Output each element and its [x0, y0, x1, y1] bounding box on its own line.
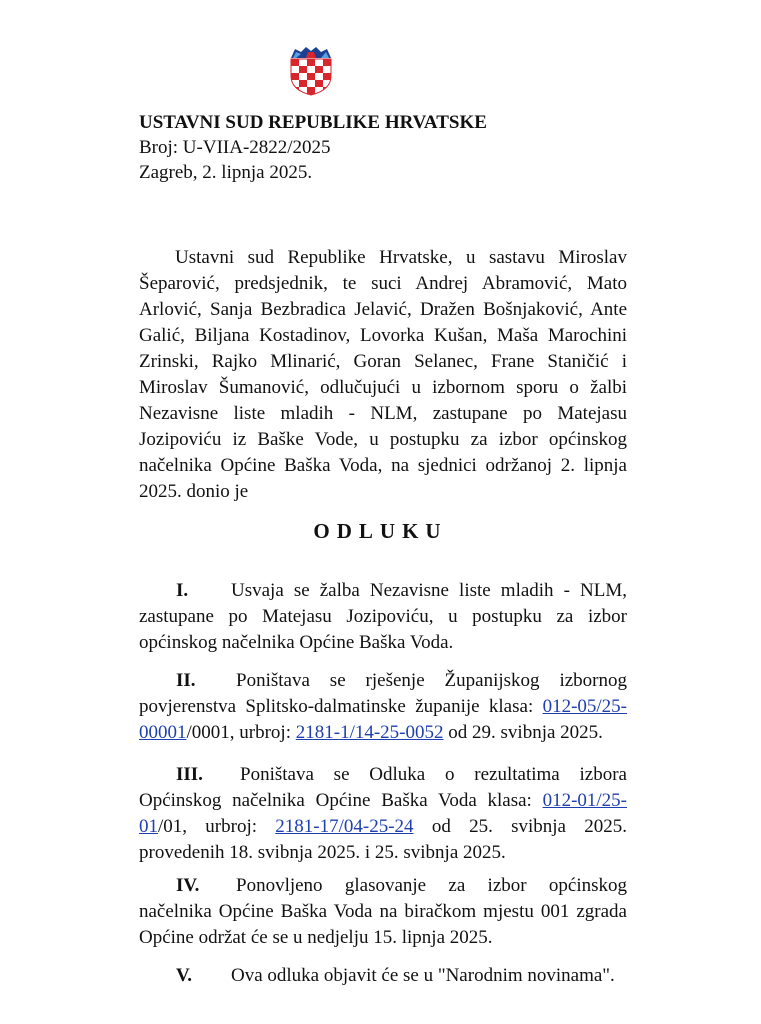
klasa-link[interactable]: 012-01/25-01: [139, 790, 627, 837]
decision-item-ii: [139, 668, 627, 746]
item-text: Usvaja se žalba Nezavisne liste mladih - NLM, zastupane po Matejasu Jozipoviću, u postupku za izbor općinskog načelnika Općine Baška Voda.: [139, 580, 627, 653]
item-number: III.: [176, 764, 203, 785]
croatian-coat-of-arms-icon: [288, 46, 334, 96]
document-header: [139, 110, 487, 185]
item-text: Ponovljeno glasovanje za izbor općinskog načelnika Općine Baška Voda na biračkom mjestu 001 zgrada Općine održat će se u nedjelju 15. lipnja 2025.: [139, 875, 627, 948]
item-text: /01, urbroj:: [158, 816, 276, 837]
item-text: Poništava se Odluka o rezultatima izbora Općinskog načelnika Općine Baška Voda klasa:: [139, 764, 627, 811]
item-number: V.: [176, 965, 193, 986]
court-name: USTAVNI SUD REPUBLIKE HRVATSKE: [139, 112, 487, 133]
item-text: Ova odluka objavit će se u "Narodnim novinama".: [231, 965, 615, 986]
decision-item-v: [139, 963, 627, 989]
intro-paragraph: Ustavni sud Republike Hrvatske, u sastavu Miroslav Šeparović, predsjednik, te suci Andrej Abramović, Mato Arlović, Sanja Bezbradica Jelavić, Dražen Bošnjaković, Ante Galić, Biljana Kostadinov, Lovorka Kušan, Maša Marochini Zrinski, Rajko Mlinarić, Goran Selanec, Frane Staničić i Miroslav Šumanović, odlučujući u izbornom sporu o žalbi Nezavisne liste mladih - NLM, zastupane po Matejasu Jozipoviću iz Baške Vode, u postupku za izbor općinskog načelnika Općine Baška Voda, na sjednici održanoj 2. lipnja 2025. donio je: [139, 247, 627, 502]
item-number: II.: [176, 670, 196, 691]
urbroj-link[interactable]: 2181-1/14-25-0052: [295, 722, 444, 743]
decision-item-iii: [139, 762, 627, 866]
item-number: I.: [176, 580, 189, 601]
item-text: /0001, urbroj:: [186, 722, 296, 743]
decision-title: ODLUKU: [313, 519, 448, 543]
item-text: od 25. svibnja 2025. provedenih 18. svibnja 2025. i 25. svibnja 2025.: [139, 816, 627, 863]
klasa-link[interactable]: 012-05/25-00001: [139, 696, 627, 743]
urbroj-link[interactable]: 2181-17/04-25-24: [275, 816, 414, 837]
item-text: Poništava se rješenje Županijskog izbornog povjerenstva Splitsko-dalmatinske županije klasa:: [139, 670, 627, 717]
place-date: Zagreb, 2. lipnja 2025.: [139, 162, 313, 183]
item-number: IV.: [176, 875, 200, 896]
decision-item-i: [139, 578, 627, 656]
item-text: od 29. svibnja 2025.: [443, 722, 603, 743]
case-number: Broj: U-VIIA-2822/2025: [139, 137, 331, 158]
decision-item-iv: [139, 873, 627, 951]
